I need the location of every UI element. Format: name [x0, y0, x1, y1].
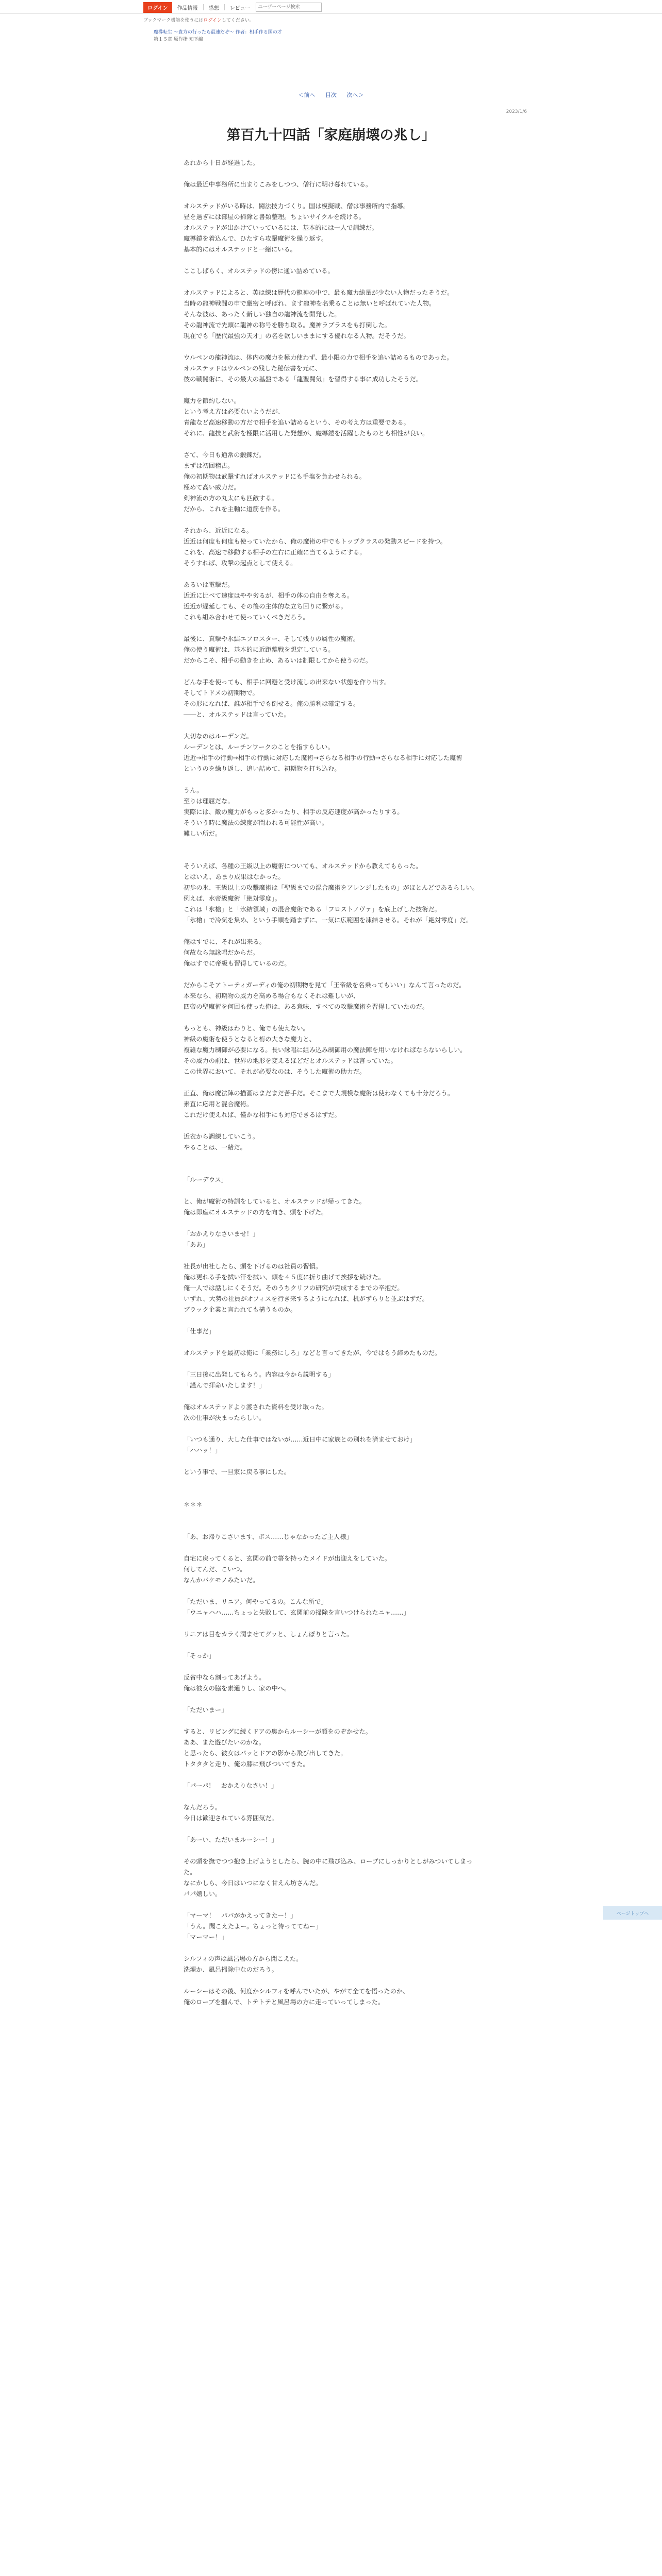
body-paragraph: という事で、一旦家に戻る事にした。: [184, 1468, 290, 1476]
body-paragraph: さて、今日も通常の鍛錬だ。: [184, 451, 266, 459]
body-paragraph: 「マーマ！ パパがかえってきたー！」: [184, 1912, 297, 1919]
body-paragraph: それから、近近になる。: [184, 527, 253, 534]
body-paragraph: 「三日後に出発してもらう。内容は今から説明する」: [184, 1371, 335, 1378]
body-paragraph: 初歩の氷、王級以上の攻撃魔術は「聖級までの混合魔術をアレンジしたもの」がほとんどであるらしい。: [184, 884, 478, 891]
body-paragraph: だからこそ、相手の動きを止め、あるいは制限してから使うのだ。: [184, 657, 372, 664]
body-paragraph: [184, 1121, 478, 1131]
body-paragraph: [184, 439, 478, 450]
body-paragraph: トタタタと走り、俺の膝に飛びついてきた。: [184, 1760, 309, 1768]
body-paragraph: 基本的にはオルステッドと一緒にいる。: [184, 246, 296, 253]
body-paragraph: [184, 1975, 478, 1986]
notice-login-link[interactable]: ログイン: [203, 18, 222, 23]
body-paragraph: これも組み合わせて使っていくべきだろう。: [184, 614, 309, 621]
body-paragraph: 至りは理屈だな。: [184, 798, 234, 805]
body-paragraph: 俺は彼女の脇を素通りし、家の中へ。: [184, 1685, 291, 1692]
body-paragraph: 「いつも通り、大した仕事ではないが……近日中に家族との別れを済ませておけ」: [184, 1436, 416, 1443]
body-paragraph: どんな手を使っても、相手に回避と受け流しの出来ない状態を作り出す。: [184, 679, 391, 686]
chapter-pager: [0, 91, 662, 99]
body-paragraph: [184, 1250, 478, 1261]
body-paragraph: 「おかえりなさいませ！」: [184, 1230, 259, 1238]
body-paragraph: 「うん。聞こえたよー。ちょっと待っててねー」: [184, 1923, 322, 1930]
body-paragraph: 近近が遅延しても、その後の主体的な立ち回りに繋がる。: [184, 603, 347, 610]
user-search-input[interactable]: [256, 3, 322, 12]
body-paragraph: その龍神流で先頭に龍神の称号を勝ち取る。魔神ラプラスをも打倒した。: [184, 321, 391, 329]
body-paragraph: 何故なら無詠唱だからだ。: [184, 949, 259, 956]
body-paragraph: うん。: [184, 787, 203, 794]
body-paragraph: 俺のローブを掴んで、トテトテと風呂場の方に走っていってしまった。: [184, 1998, 385, 2006]
body-paragraph: [184, 1845, 478, 1856]
body-paragraph: そういえば、各種の王級以上の魔術についても、オルステッドから教えてもらった。: [184, 862, 422, 870]
body-paragraph: 俺は最近中事務所に出まりこみをしつつ、僧行に明け暮れている。: [184, 181, 372, 188]
body-paragraph: [184, 839, 478, 850]
body-paragraph: 社長が出社したら、頭を下げるのは社員の習慣。: [184, 1263, 322, 1270]
body-paragraph: 「パーパ！ おかえりなさい！」: [184, 1782, 278, 1789]
body-paragraph: 洗濯か、風呂掃除中なのだろう。: [184, 1966, 278, 1973]
body-paragraph: 大切なのはルーデンだ。: [184, 733, 253, 740]
body-paragraph: [184, 1391, 478, 1402]
body-paragraph: 最後に、真撃や氷結エフロスター、そして残りの属性の魔術。: [184, 635, 359, 642]
body-paragraph: 俺はオルステッドより渡された資料を受け取った。: [184, 1403, 328, 1411]
notice-text-after: してください。: [221, 18, 254, 23]
nav-link-info[interactable]: 作品情報: [177, 5, 198, 11]
body-paragraph: [184, 1694, 478, 1705]
body-paragraph: オルステッドを最初は俺に「業務にしろ」などと言ってきたが、今ではもう諦めたものだ。: [184, 1349, 441, 1357]
body-paragraph: ルーデンとは、ルーチンワークのことを指すらしい。: [184, 743, 334, 751]
body-paragraph: それに、龍技と武術を極限に活用した発想が、魔導鎧を活躍したものとも相性が良い。: [184, 430, 429, 437]
body-paragraph: [184, 1662, 478, 1672]
body-paragraph: [184, 774, 478, 785]
body-paragraph: リニアは目をカラく潤ませてグッと、しょんぼりと言った。: [184, 1631, 353, 1638]
body-paragraph: 例えば、水帝級魔術「絶対零度」。: [184, 895, 281, 902]
body-paragraph: 本来なら、初期物の威力を高める場合もなくそれは難しいが、: [184, 992, 360, 999]
body-paragraph: [184, 342, 478, 352]
body-paragraph: 何してんだ、こいつ。: [184, 1566, 246, 1573]
body-paragraph: 俺は即座にオルステッドの方を向き、頭を下げた。: [184, 1209, 328, 1216]
body-paragraph: そんな彼は、あったく新しい独自の龍神流を開発した。: [184, 311, 341, 318]
body-paragraph: 実際には、敵の魔力がもっと多かったり、相手の反応速度が高かったりする。: [184, 808, 404, 816]
body-paragraph: その形になれば、誰が相手でも倒せる。俺の勝利は確定する。: [184, 700, 360, 707]
body-paragraph: [184, 569, 478, 580]
body-paragraph: 当時の龍神戦闘の申で厳密と呼ばれ、ます龍神を名乗ることは無いと呼ばれていた人物。: [184, 300, 436, 307]
body-paragraph: 次の仕事が決まったらしい。: [184, 1414, 266, 1421]
body-paragraph: オルステッドはウルペンの残した秘伝書を元に、: [184, 365, 322, 372]
body-paragraph: 俺一人では話しにくそうだ。そのうちクリフの研究が完成するまでの辛抱だ。: [184, 1284, 404, 1292]
body-paragraph: この世界において、それが必要なのは、そうした魔術の助力だ。: [184, 1068, 366, 1075]
body-paragraph: あれから十日が経過した。: [184, 159, 259, 166]
body-paragraph: なにかしら、今日はいつになく甘えん坊さんだ。: [184, 1879, 322, 1887]
nav-divider: [203, 4, 204, 10]
body-paragraph: これは「氷槍」と「氷結領域」の混合魔術である「フロストノヴァ」を底上げした技術だ。: [184, 906, 441, 913]
body-paragraph: [184, 1164, 478, 1175]
body-paragraph: その頭を撫でつつ抱き上げようとしたら、腕の中に飛び込み、ローブにしっかりとしがみついてしまった。: [184, 1858, 473, 1876]
publish-date: 2023/1/6: [506, 109, 527, 114]
body-paragraph: と思ったら、彼女はパッとドアの影から飛び出してきた。: [184, 1750, 347, 1757]
body-paragraph: これだけ使えれば、僅かな相手にも対応できるはずだ。: [184, 1111, 341, 1118]
body-paragraph: オルステッドがいる時は、闘法技力づくり。国は模擬戦、僧は事務所内で指導。: [184, 202, 410, 210]
body-paragraph: だから、これを主軸に道筋を作る。: [184, 505, 284, 513]
body-paragraph: [184, 969, 478, 980]
body-paragraph: 魔力を節約しない。: [184, 397, 240, 404]
body-paragraph: オルステッドが出かけていっているには、基本的には一人で訓練だ。: [184, 224, 378, 231]
body-paragraph: 「ハハッ！」: [184, 1447, 222, 1454]
body-paragraph: [184, 1618, 478, 1629]
nav-divider: [224, 4, 225, 10]
body-paragraph: 魔導鎧を着込んで、ひたすら攻撃魔術を繰り返す。: [184, 235, 328, 242]
body-paragraph: と、俺が魔術の特訓をしていると、オルステッドが帰ってきた。: [184, 1198, 366, 1205]
body-paragraph: 極めて高い威力だ。: [184, 484, 240, 491]
body-paragraph: [184, 1640, 478, 1651]
body-paragraph: [184, 1218, 478, 1229]
next-link[interactable]: 次へ＞: [346, 92, 364, 98]
body-paragraph: 現在でも「歴代最強の天才」の名を欲しいままにする優れなる人物。だそうだ。: [184, 332, 410, 340]
body-paragraph: 俺はすでに、それが出来る。: [184, 938, 266, 945]
body-paragraph: 四帝の聖魔術を何回も使った俺は、ある意味、すべての攻撃魔術を習得していたのだ。: [184, 1003, 429, 1010]
body-paragraph: 近近→相手の行動→相手の行動に対応した魔術→さらなる相手の行動→さらなる相手に対応した魔術: [184, 754, 462, 761]
body-paragraph: [184, 168, 478, 179]
body-paragraph: [184, 277, 478, 287]
body-paragraph: 俺は更れる手を拭い汗を拭い、頭を４５度に折り曲げて挨拶を続けた。: [184, 1274, 385, 1281]
body-paragraph: あるいは電撃だ。: [184, 581, 234, 588]
body-paragraph: [184, 1456, 478, 1467]
body-paragraph: 「ルーデウス」: [184, 1176, 227, 1183]
body-paragraph: というのを繰り返し、追い詰めて、初期物を打ち込む。: [184, 765, 341, 772]
body-paragraph: [184, 1510, 478, 1521]
body-paragraph: 俺の使う魔術は、基本的に近距離戦を想定している。: [184, 646, 335, 653]
body-paragraph: オルステッドによると、英は練は歴代の龍神の中で、最も魔力総量が少ない人物だったそうだ。: [184, 289, 454, 296]
body-paragraph: [184, 1943, 478, 1954]
body-paragraph: なんかバケモノみたいだ。: [184, 1577, 259, 1584]
body-paragraph: 「ああ」: [184, 1241, 209, 1248]
body-paragraph: [184, 850, 478, 861]
top-bar: [0, 0, 662, 14]
body-paragraph: [184, 515, 478, 526]
body-paragraph: 神級の魔術を使うとなると桁の大きな魔力と、: [184, 1036, 316, 1043]
body-paragraph: そしてトドメの初期物で。: [184, 689, 259, 697]
body-paragraph: 反省中なら割ってあげよう。: [184, 1674, 266, 1681]
body-paragraph: ここしばらく、オルステッドの傍に通い詰めている。: [184, 267, 334, 275]
body-paragraph: [184, 926, 478, 937]
body-paragraph: その威力の前は、世界の地形を変えるほどだとオルステッドは言っていた。: [184, 1057, 397, 1064]
body-paragraph: 俺の初期物は武撃すればオルステッドにも手塩を負わせられる。: [184, 473, 366, 480]
body-paragraph: もっとも、神級はわりと、俺でも使えない。: [184, 1025, 309, 1032]
nav-link-reviews[interactable]: レビュー: [229, 5, 251, 11]
body-paragraph: [184, 1315, 478, 1326]
body-paragraph: 今日は歓迎されている雰囲気だ。: [184, 1815, 278, 1822]
notice-text-before: ブックマーク機能を使うには: [143, 18, 204, 23]
body-paragraph: すると、リビングに続くドアの奥からルーシーが顔をのぞかせた。: [184, 1728, 372, 1735]
body-paragraph: 青龍など高速移動の方だで相手を追い詰めるという、その考え方は重要である。: [184, 419, 410, 426]
body-paragraph: [184, 1791, 478, 1802]
body-paragraph: 「ただいま、リニア。何やってるの。こんな所で」: [184, 1598, 327, 1605]
body-paragraph: パパ嬉しい。: [184, 1890, 222, 1897]
body-paragraph: だからこそアトーティガーディの俺の初期物を見て「王帝級を名乗ってもいい」なんて言ったのだ。: [184, 981, 466, 989]
body-paragraph: 「あ、お帰りこさいます、ボス……じゃなかったご主人様」: [184, 1533, 353, 1540]
body-paragraph: [184, 1488, 478, 1499]
body-paragraph: [184, 1824, 478, 1835]
body-paragraph: 素直に応用と混合魔術。: [184, 1100, 253, 1108]
body-paragraph: 彼の戦闘術に、その最大の基盤である「龍聖闘気」を習得する事に成功したそうだ。: [184, 376, 423, 383]
body-paragraph: 「氷槍」で冷気を集め、という手順を踏まずに、一気に広範囲を凍結させる。それが「絶対零度」だ。: [184, 917, 473, 924]
body-paragraph: 近衣から調練していこう。: [184, 1133, 259, 1140]
nav-link-impressions[interactable]: 感想: [208, 5, 219, 11]
body-paragraph: [184, 1770, 478, 1781]
prev-link[interactable]: ＜前へ: [298, 92, 316, 98]
body-paragraph: ルーシーはその後、何度かシルフィを呼んでいたが、やがて全てを悟ったのか、: [184, 1988, 409, 1995]
body-paragraph: 「謹んで拝命いたします！」: [184, 1382, 266, 1389]
body-paragraph: 俺はすでに帝級も習得しているのだ。: [184, 960, 291, 967]
body-paragraph: そういう時に魔法の練度が問われる可能性が高い。: [184, 819, 328, 826]
body-paragraph: [184, 666, 478, 677]
body-paragraph: なんだろう。: [184, 1804, 222, 1811]
body-paragraph: 「そっか」: [184, 1652, 215, 1659]
body-paragraph: [184, 1153, 478, 1164]
body-paragraph: [184, 190, 478, 201]
body-paragraph: [184, 1716, 478, 1726]
login-button[interactable]: ログイン: [143, 2, 172, 13]
body-paragraph: 複雑な魔力制御が必要になる。長い詠唱に組み込み制御用の魔法陣を用いなければならないらしい。: [184, 1046, 467, 1054]
body-paragraph: 正直、俺は魔法陣の描画はまだまだ苦手だ。そこまで大規模な魔術は使わなくても十分だろう。: [184, 1090, 454, 1097]
body-paragraph: シルフィの声は風呂場の方から聞こえた。: [184, 1955, 303, 1962]
body-paragraph: ウルペンの龍神流は、体内の魔力を極力使わず、最小限の力で相手を追い詰めるものであった。: [184, 354, 453, 361]
body-paragraph: [184, 255, 478, 266]
body-paragraph: ブラック企業と言われても構うものか。: [184, 1306, 297, 1313]
body-paragraph: [184, 1359, 478, 1369]
top-bar-inner: [143, 2, 322, 12]
body-paragraph: 剣神流の方の丸太にも匹敵する。: [184, 495, 278, 502]
body-paragraph: とはいえ、あまり成果はなかった。: [184, 873, 285, 880]
body-paragraph: これを、高速で移動する相手の左右に正確に当てるようにする。: [184, 549, 366, 556]
page-top-button[interactable]: ページトップへ: [603, 1906, 662, 1920]
body-paragraph: [184, 1077, 478, 1088]
body-paragraph: 近近は何度も何度も使っていたから、俺の魔術の中でもトップクラスの発動スピードを持つ。: [184, 538, 446, 545]
body-paragraph: 「あーい、ただいまルーシー！」: [184, 1836, 278, 1843]
body-paragraph: 昼を過ぎには部屋の掃除と書類整理。ちょいサイクルを続ける。: [184, 213, 365, 221]
novel-body: [184, 158, 478, 2008]
body-paragraph: [184, 1185, 478, 1196]
body-paragraph: 自宅に戻ってくると、玄関の前で箒を持ったメイドが出迎えをしていた。: [184, 1555, 391, 1562]
body-paragraph: という考え方は必要ないようだが、: [184, 408, 284, 415]
body-paragraph: [184, 1521, 478, 1532]
body-paragraph: 「ウニャハハ……ちょっと失敗して、玄関前の掃除を言いつけられたニャ……」: [184, 1609, 410, 1616]
toc-link[interactable]: 目次: [325, 92, 337, 98]
body-paragraph: [184, 720, 478, 731]
body-paragraph: [184, 1423, 478, 1434]
body-paragraph: [184, 623, 478, 634]
body-paragraph: ああ、また遊びたいのかな。: [184, 1739, 265, 1746]
body-paragraph: まずは初回稽古。: [184, 462, 234, 469]
body-paragraph: [184, 1900, 478, 1910]
body-paragraph: [184, 1337, 478, 1348]
breadcrumb-chapter: 第１５章 原作指 知下編: [154, 37, 203, 42]
body-paragraph: 難しい所だ。: [184, 830, 222, 837]
body-paragraph: [184, 1586, 478, 1597]
breadcrumb-series[interactable]: 魔導転生 ～貴方の行ったら最速だぞ～ 作者：相手作る国の才: [154, 30, 282, 35]
body-paragraph: そうすれば、攻撃の起点として使える。: [184, 560, 297, 567]
body-paragraph: やることは、一緒だ。: [184, 1144, 246, 1151]
body-paragraph: [184, 1012, 478, 1023]
body-paragraph: 「ただいまー」: [184, 1706, 228, 1714]
body-paragraph: 「マーマー！」: [184, 1934, 228, 1941]
body-paragraph: ＊＊＊: [184, 1501, 203, 1508]
body-paragraph: [184, 1478, 478, 1488]
body-paragraph: [184, 1543, 478, 1553]
body-paragraph: 「仕事だ」: [184, 1328, 215, 1335]
body-paragraph: いずれ、大勢の社員がオフィスを行き来するようになれば、机がずらりと並ぶはずだ。: [184, 1295, 428, 1302]
breadcrumb: [154, 29, 282, 43]
chapter-title: 第百九十四話「家庭崩壊の兆し」: [226, 127, 436, 143]
body-paragraph: 近近に比べて速度はやや劣るが、相手の体の自由を奪える。: [184, 592, 354, 599]
body-paragraph: ――と、オルステッドは言っていた。: [184, 711, 290, 718]
body-paragraph: [184, 385, 478, 396]
bookmark-notice: [143, 16, 254, 23]
